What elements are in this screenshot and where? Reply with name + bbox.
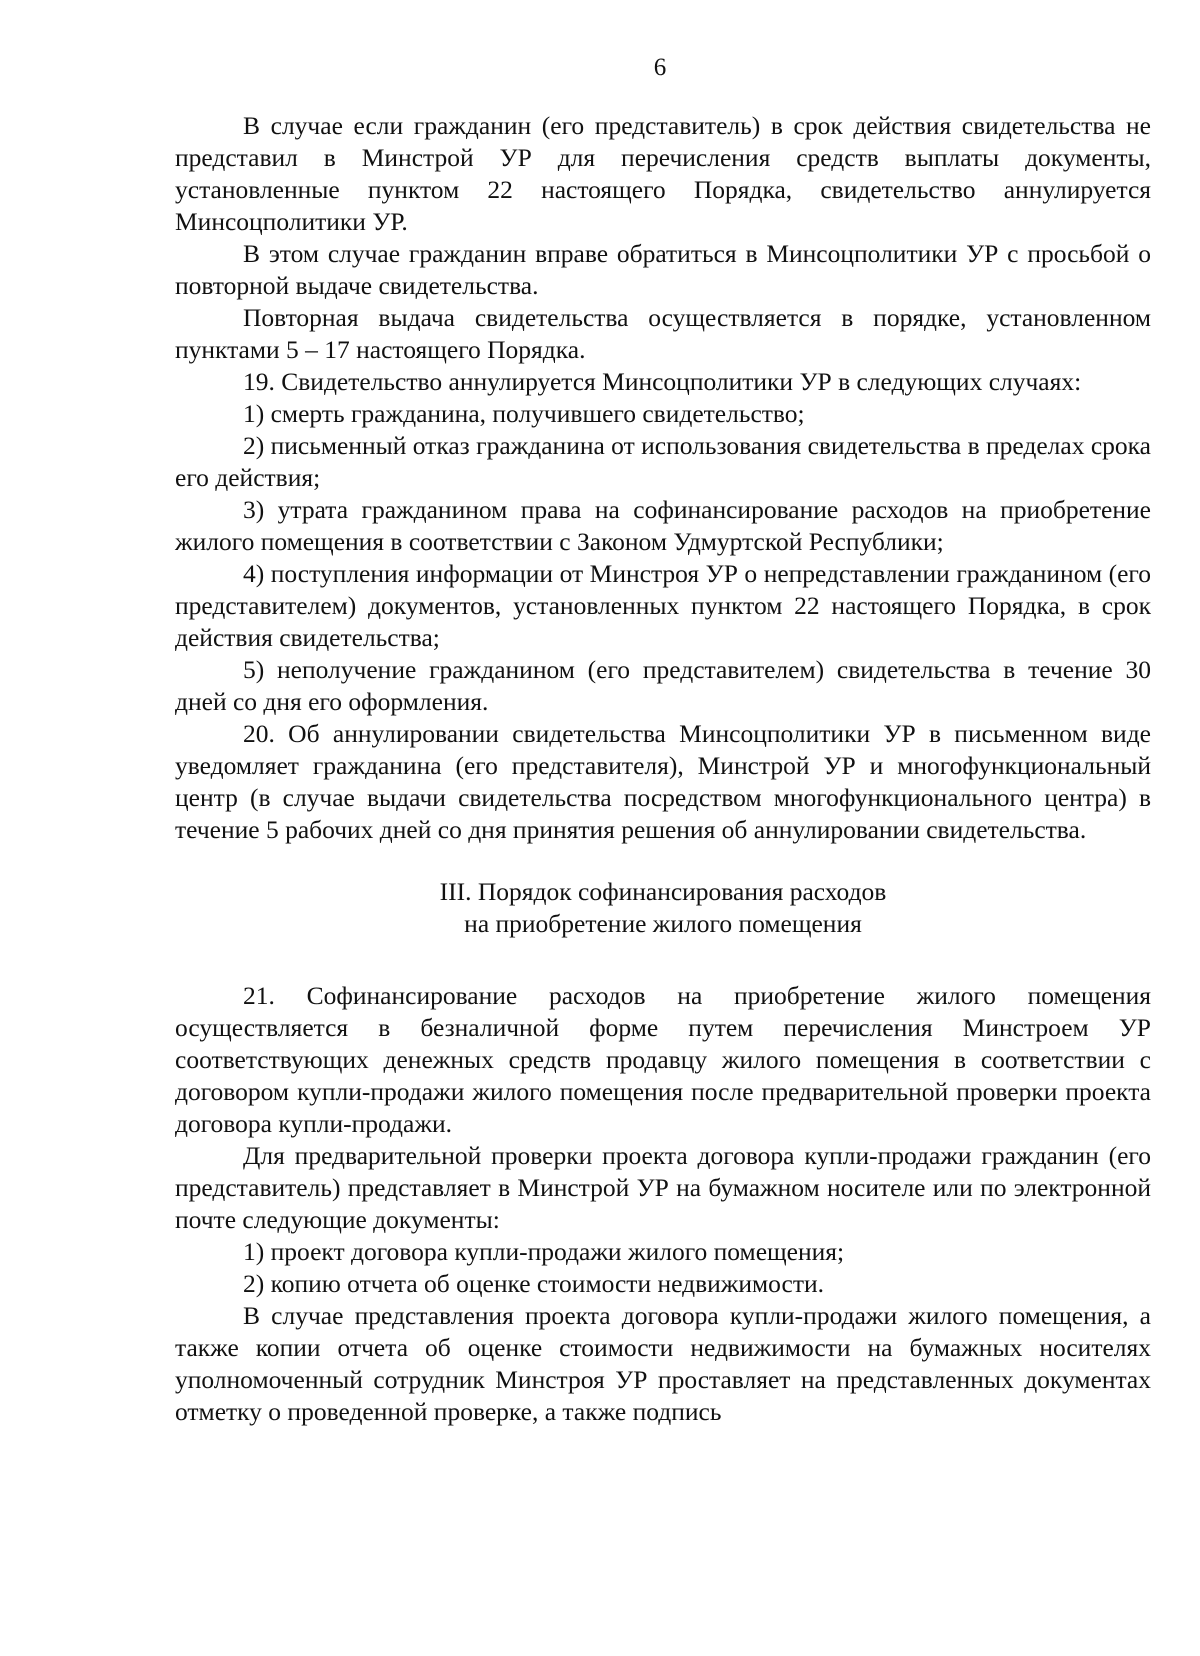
list-item-19-2: 2) письменный отказ гражданина от использования свидетельства в пределах срока его действия; [175, 431, 1151, 492]
page-number: 6 [653, 54, 667, 81]
paragraph-reissue-procedure: Повторная выдача свидетельства осуществляется в порядке, установленном пунктами 5 – 17 настоящего Порядка. [175, 303, 1151, 364]
paragraph-item-21: 21. Софинансирование расходов на приобретение жилого помещения осуществляется в безналичной форме путем перечисления Минстроем УР соответствующих денежных средств продавцу жилого помещения в соответствии с договором купли-продажи жилого помещения после предварительной проверки проекта договора купли-продажи. [175, 981, 1151, 1138]
paragraph-item-19: 19. Свидетельство аннулируется Минсоцполитики УР в следующих случаях: [243, 367, 1082, 396]
paragraph-certificate-annulment-deadline: В случае если гражданин (его представитель) в срок действия свидетельства не представил в Минстрой УР для перечисления средств выплаты документы, установленные пунктом 22 настоящего Порядка, свидетельство аннулируется Минсоцполитики УР. [175, 111, 1151, 236]
section-heading-line-1: III. Порядок софинансирования расходов [439, 877, 887, 906]
paragraph-reapply: В этом случае гражданин вправе обратиться в Минсоцполитики УР с просьбой о повторной выдаче свидетельства. [175, 239, 1151, 300]
paragraph-paper-submission: В случае представления проекта договора купли-продажи жилого помещения, а также копии отчета об оценке стоимости недвижимости на бумажных носителях уполномоченный сотрудник Минстроя УР проставляет на представленных документах отметку о проведенной проверке, а также подпись [175, 1301, 1151, 1426]
section-heading [175, 876, 1151, 940]
list-item-19-4: 4) поступления информации от Минстроя УР о непредставлении гражданином (его представителем) документов, установленных пунктом 22 настоящего Порядка, в срок действия свидетельства; [175, 559, 1151, 652]
list-item-21-1: 1) проект договора купли-продажи жилого помещения; [243, 1237, 845, 1266]
document-body [175, 110, 1151, 1428]
list-item-21-2: 2) копию отчета об оценке стоимости недвижимости. [243, 1269, 825, 1298]
paragraph-preliminary-check: Для предварительной проверки проекта договора купли-продажи гражданин (его представитель) представляет в Минстрой УР на бумажном носителе или по электронной почте следующие документы: [175, 1141, 1151, 1234]
list-item-19-3: 3) утрата гражданином права на софинансирование расходов на приобретение жилого помещения в соответствии с Законом Удмуртской Республики; [175, 495, 1151, 556]
list-item-19-1: 1) смерть гражданина, получившего свидетельство; [243, 399, 805, 428]
paragraph-item-20: 20. Об аннулировании свидетельства Минсоцполитики УР в письменном виде уведомляет гражданина (его представителя), Минстрой УР и многофункциональный центр (в случае выдачи свидетельства посредством многофункционального центра) в течение 5 рабочих дней со дня принятия решения об аннулировании свидетельства. [175, 719, 1151, 844]
list-item-19-5: 5) неполучение гражданином (его представителем) свидетельства в течение 30 дней со дня его оформления. [175, 655, 1151, 716]
section-heading-line-2: на приобретение жилого помещения [464, 909, 862, 938]
